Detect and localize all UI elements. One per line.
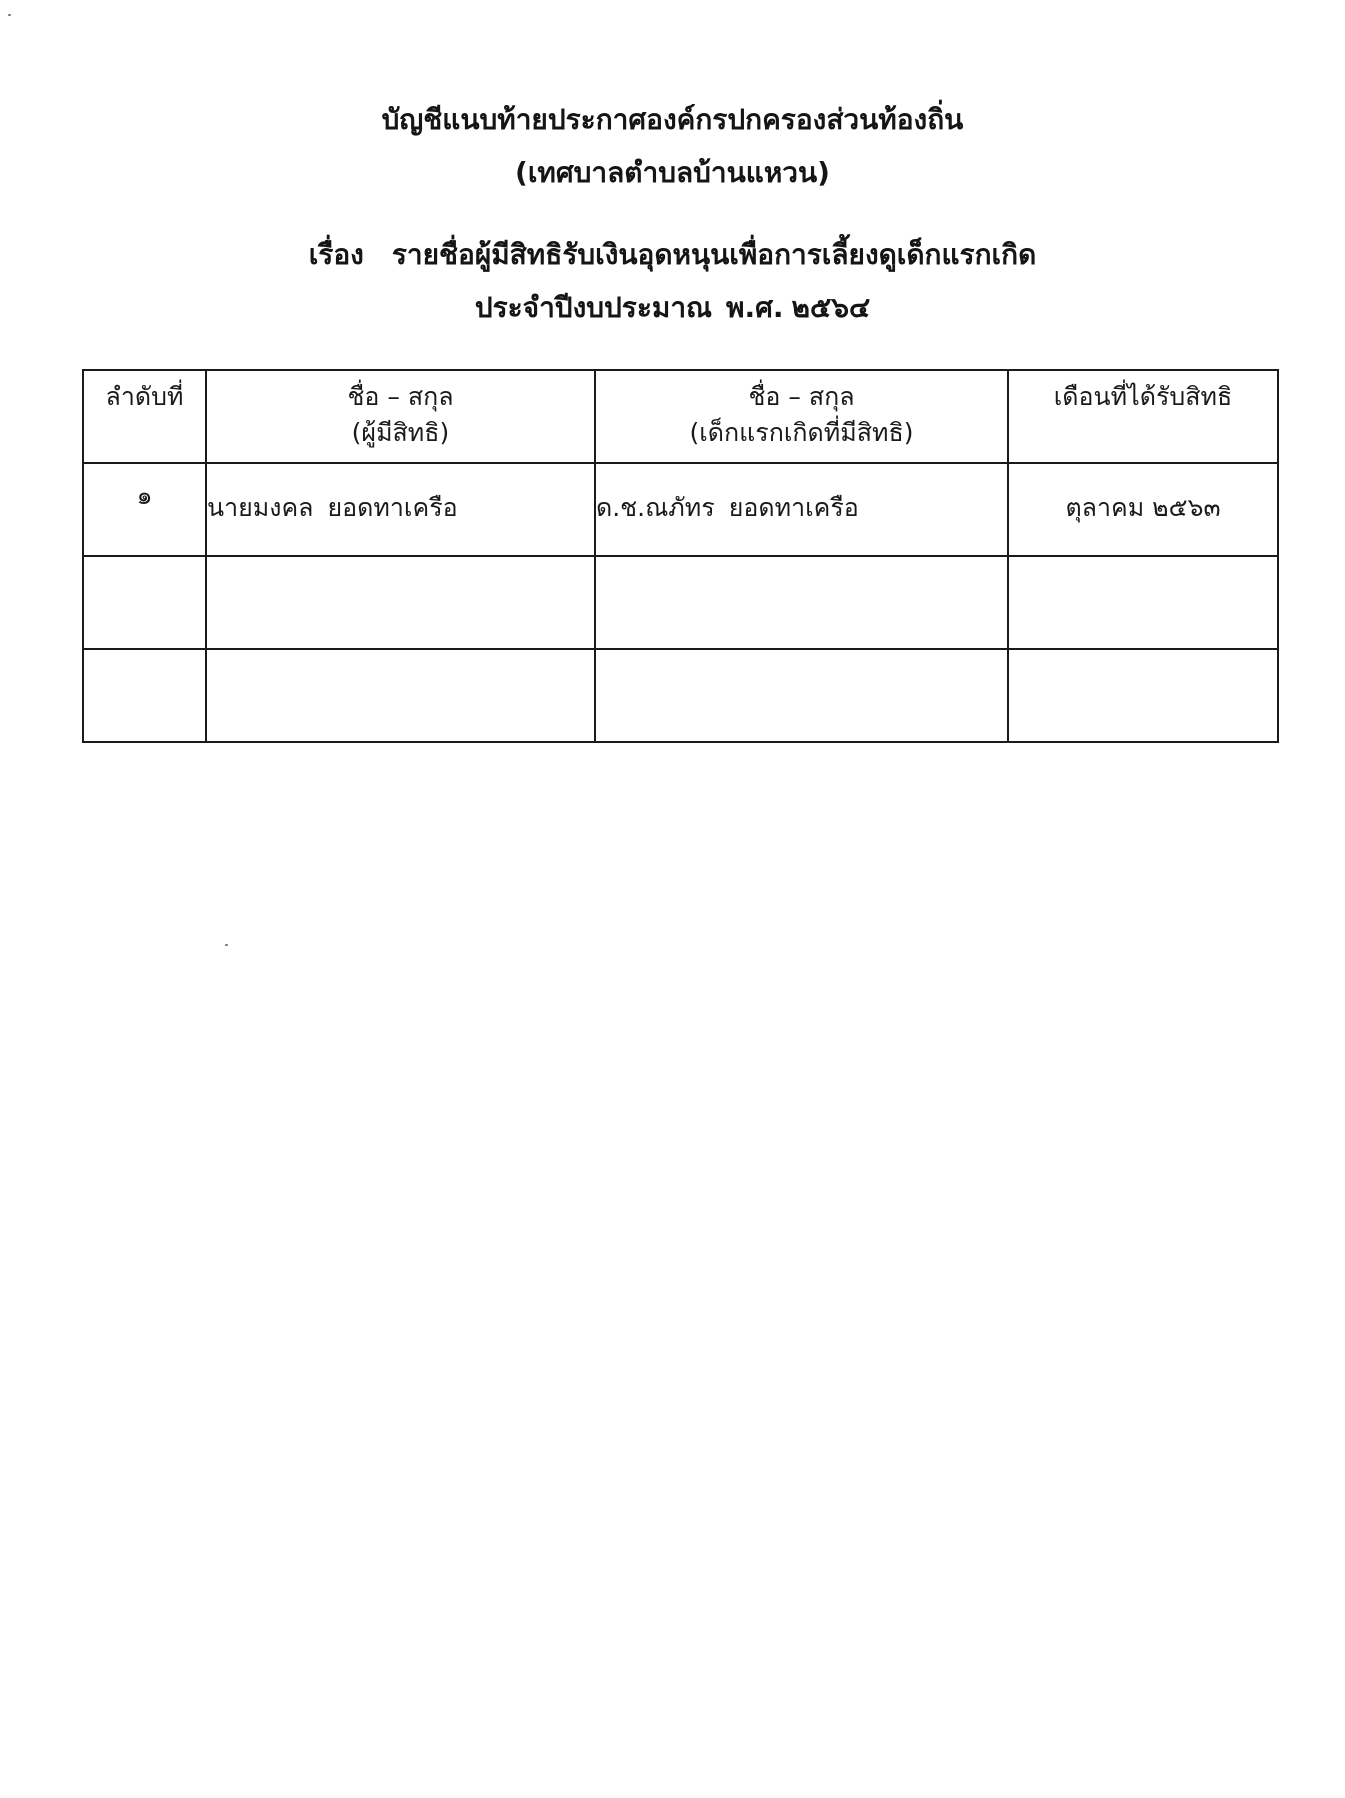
organization-name: (เทศบาลตำบลบ้านแหวน) (515, 156, 830, 189)
header-child-line2: (เด็กแรกเกิดที่มีสิทธิ) (689, 418, 914, 447)
child-last-name: ยอดทาเครือ (728, 493, 859, 522)
subject-line (0, 235, 1345, 275)
scan-speck (225, 944, 228, 946)
empty-cell (1008, 649, 1278, 742)
empty-cell (83, 649, 206, 742)
parent-last-name: ยอดทาเครือ (327, 493, 458, 522)
empty-cell (206, 649, 595, 742)
budget-year-line (0, 288, 1345, 328)
header-parent-name (206, 370, 595, 463)
row-seq: ๑ (83, 463, 206, 556)
table-row-empty (83, 556, 1278, 649)
scan-speck (8, 14, 11, 16)
row-child-name (595, 463, 1008, 556)
row-month: ตุลาคม ๒๕๖๓ (1008, 463, 1278, 556)
empty-cell (1008, 556, 1278, 649)
header-seq: ลำดับที่ (83, 370, 206, 463)
budget-year: ๒๕๖๔ (791, 291, 871, 324)
header-parent-line2: (ผู้มีสิทธิ) (351, 418, 450, 447)
empty-cell (83, 556, 206, 649)
parent-first-name: นายมงคล (207, 493, 314, 522)
empty-cell (595, 556, 1008, 649)
header-child-name (595, 370, 1008, 463)
child-first-name: ด.ช.ณภัทร (596, 493, 715, 522)
header-month: เดือนที่ได้รับสิทธิ (1008, 370, 1278, 463)
row-parent-name (206, 463, 595, 556)
table-header-row (83, 370, 1278, 463)
subject-label: เรื่อง (308, 238, 364, 271)
empty-cell (595, 649, 1008, 742)
budget-label: ประจำปีงบประมาณ (474, 291, 713, 324)
table-row-empty (83, 649, 1278, 742)
document-title: บัญชีแนบท้ายประกาศองค์กรปกครองส่วนท้องถิ่น (381, 103, 964, 136)
recipients-table (82, 369, 1279, 743)
subject-text: รายชื่อผู้มีสิทธิรับเงินอุดหนุนเพื่อการเลี้ยงดูเด็กแรกเกิด (391, 238, 1037, 271)
budget-era: พ.ศ. (726, 291, 784, 324)
empty-cell (206, 556, 595, 649)
header-child-line1: ชื่อ – สกุล (748, 382, 855, 411)
table-row (83, 463, 1278, 556)
header-parent-line1: ชื่อ – สกุล (347, 382, 454, 411)
